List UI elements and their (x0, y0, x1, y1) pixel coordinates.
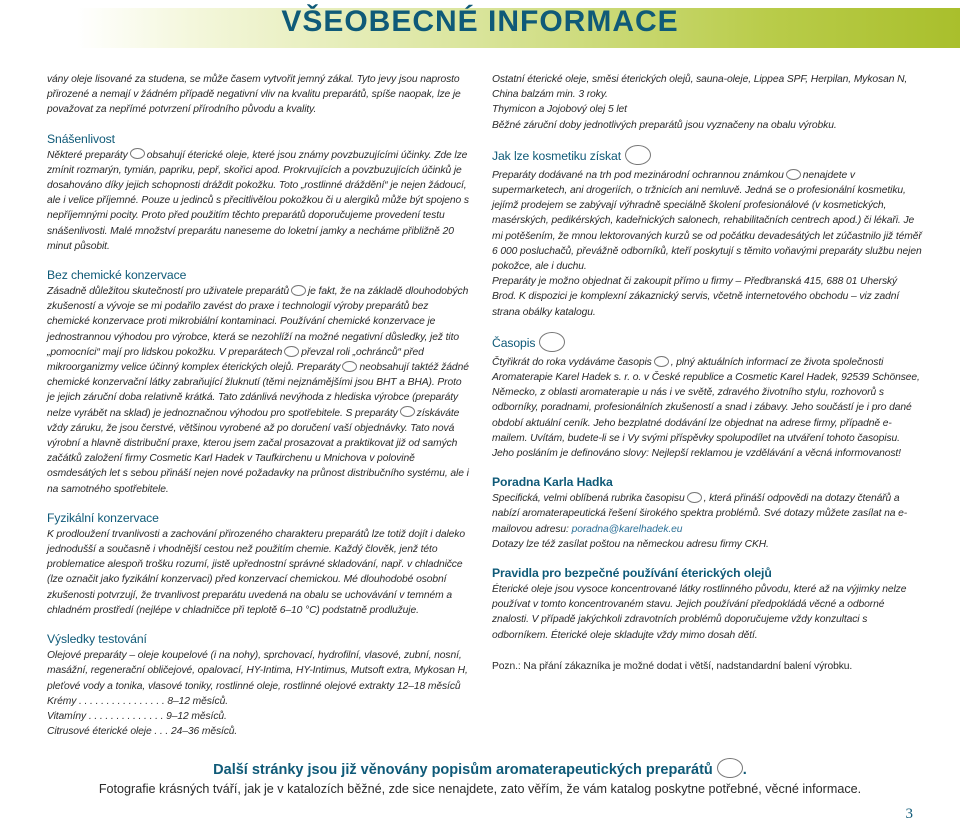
fyzikalni-paragraph: K prodloužení trvanlivosti a zachování přirozeného charakteru preparátů lze totiž dojít i daleko jednodušší a současně i vhodnější cestou než použitím chemie. Každý člověk, jenž této problematice alespoň trošku rozumí, jistě upřednostní správné skladování, např. v chladničce (lze označit jako fyzikální konzervaci) před konzervací chemickou. Mé dlouhodobé osobní zkušenosti potvrzují, že trvanlivost preparátu uvedená na obalu se uchovávání v temném a chladném prostředí (nejlépe v chladničce při teplotě 6–10 °C) podstatně prodlužuje. (47, 528, 465, 616)
kosmetiku-order-paragraph: Preparáty je možno objednat či zakoupit přímo u firmy – Předbranská 415, 688 01 Uherský Brod. K dispozici je komplexní zákaznický servis, včetně internetového obchodu – viz zadní strana obálky katalogu. (492, 276, 900, 318)
brand-logo-icon (625, 145, 651, 165)
shelf-life-row: Vitamíny . . . . . . . . . . . . . . 9–12 měsíců. (47, 710, 227, 722)
brand-logo-icon (687, 492, 702, 503)
shelf-life-note: Běžné záruční doby jednotlivých preparátů jsou vyznačeny na obalu výrobku. (492, 119, 837, 131)
brand-logo-icon (291, 285, 306, 296)
page-number: 3 (905, 806, 913, 822)
footer-headline: Další stránky jsou již věnovány popisům aromaterapeutických preparátů . (0, 760, 960, 780)
brand-logo-icon (130, 148, 145, 159)
kosmetiku-paragraph: Preparáty dodávané na trh pod mezinárodní ochrannou známkou nenajdete v supermarketech, ani drogeriích, o tržnicích ani nemluvě. Jedná se o profesionální kosmetiku, jejímž prodejem se zabývají výhradně speciálně školení profesionálové (v kosmetických, masérských, pedikérských, kadeřnických salonech, rehabilitačních centrech apod.) či lékaři. Je mi potěšením, že mnou lektorovaných kurzů se od počátku devadesátých let zúčastnilo již téměř 6 000 posluchačů, převážně odborníků, kteří poskytují s těmito voňavými preparáty službu nejen pokožce, ale i duchu. (492, 169, 922, 273)
shelf-life-other: Ostatní éterické oleje, směsi éterických olejů, sauna-oleje, Lippea SPF, Herpilan, Mykosan N, China balzám min. 3 roky. (492, 74, 908, 101)
page-header (0, 0, 960, 50)
section-heading-vysledky: Výsledky testování (47, 632, 147, 647)
page-footer (0, 760, 960, 798)
poradna-post-paragraph: Dotazy lze též zasílat poštou na německou adresu firmy CKH. (492, 538, 769, 550)
section-heading-bez-chemicke: Bez chemické konzervace (47, 268, 187, 283)
brand-logo-icon (786, 169, 801, 180)
brand-logo-icon (400, 406, 415, 417)
footer-subline: Fotografie krásných tváří, jak je v katalozích běžné, zde sice nenajdete, zato věřím, že vám katalog poskytne potřebné, věcné informace. (98, 782, 862, 797)
shelf-life-thymicon: Thymicon a Jojobový olej 5 let (492, 104, 627, 116)
section-heading-fyzikalni: Fyzikální konzervace (47, 510, 159, 525)
right-column (492, 72, 922, 674)
poradna-email-link[interactable]: poradna@karelhadek.eu (571, 523, 683, 535)
pravidla-paragraph: Éterické oleje jsou vysoce koncentrované látky rostlinného původu, které až na výjimky nelze používat v tomto koncentrovaném stavu. Jejich používání předpokládá věcné a odborné znalosti. V případě jakýchkoli zdravotních problémů doporučujeme vždy konzultaci s odborníkem. Éterické oleje skladujte vždy mimo dosah dětí. (492, 584, 907, 641)
section-heading-poradna: Poradna Karla Hadka (492, 475, 613, 490)
brand-logo-icon (717, 758, 743, 778)
brand-logo-icon (654, 356, 669, 367)
section-heading-pravidla: Pravidla pro bezpečné používání éterických olejů (492, 566, 772, 581)
section-heading-kosmetiku: Jak lze kosmetiku získat (492, 147, 922, 167)
page-title: VŠEOBECNÉ INFORMACE (281, 5, 679, 38)
left-column (47, 72, 469, 739)
shelf-life-row: Citrusové éterické oleje . . . 24–36 měsíců. (47, 726, 238, 738)
snasenlivost-paragraph: Některé preparáty obsahují éterické oleje, které jsou známy povzbuzujícími účinky. Zde lze zmínit rozmarýn, tymián, papriku, pepř, skořici apod. Prokrvujících a povzbuzujících účinků je dosahováno díky jejich schopnosti dráždit pokožku. Toto „rostlinné dráždění“ je nejen žádoucí, ale i velice příjemné. Pouze u jedinců s přecitlivělou pokožkou či u alergiků může být spojeno s nepříjemnými pocity. Proto před použitím těchto preparátů doporučujeme provedení testu snášenlivosti. Malé množství preparátu naneseme do loketní jamky a necháme přibližně 20 minut působit. (47, 149, 469, 252)
note-paragraph: Pozn.: Na přání zákazníka je možné dodat i větší, nadstandardní balení výrobku. (492, 660, 853, 672)
shelf-life-row: Krémy . . . . . . . . . . . . . . . . 8–12 měsíců. (47, 695, 228, 707)
poradna-paragraph: Specifická, velmi oblíbená rubrika časopisu , která přináší odpovědi na dotazy čtenářů a nabízí aromaterapeutická řešení širokého spektra problémů. Své dotazy můžete zasílat na e-mailovou adresu: poradna@karelhadek.eu (492, 493, 908, 535)
section-heading-snasenlivost: Snášenlivost (47, 131, 115, 146)
intro-paragraph: vány oleje lisované za studena, se může časem vytvořit jemný zákal. Tyto jevy jsou naprosto přirozené a nemají v žádném případě negativní vliv na kvalitu preparátů, spíše naopak, lze je považovat za nepřímé potvrzení přírodního původu a kvality. (47, 74, 461, 116)
section-heading-casopis: Časopis (492, 334, 922, 354)
bez-chemicke-paragraph: Zásadně důležitou skutečností pro uživatele preparátů je fakt, že na základě dlouhodobých zkušeností a vývoje se mi podařilo zavést do praxe i technologií výroby preparátů bez chemické konzervace proti mikrobiální kontaminaci. Používání chemické konzervace je jednostrannou výhodou pro výrobce, která se nezohlíží na možné negativní důsledky, jež tito „pomocníci“ mají pro lidskou pokožku. V preparátech převzal roli „ochránců“ před mikroorganizmy velice účinný komplex éterických olejů. Preparáty neobsahují taktéž žádné chemické konzervační látky zabraňující žluknutí (těmi nejznámějšími jsou BHT a BHA). Proto je jejich záruční doba relativně krátká. Tato zdánlivá nevýhoda z hlediska výrobce (preparáty nelze vyrábět na sklad) je jednoznačnou výhodou pro spotřebitele. S preparáty získáváte vždy záruku, že jsou čerstvé, většinou vyrobené až po doručení vaší objednávky. Tato nová výrobní a hlavně distribuční praxe, kterou jsem začal prosazovat a praktikovat již od samých začátků založení firmy Cosmetic Karl Hadek v Taufkirchenu u Mnichova v polovině osmdesátých let s sebou přináší nejen nové požadavky na průnost distribučního systému, ale i na samotného spotřebitele. (47, 286, 469, 495)
vysledky-paragraph: Olejové preparáty – oleje koupelové (i na nohy), sprchovací, hydrofilní, vlasové, zubní, nosní, masážní, regenerační obličejové, opalovací, HY-Intima, HY-Intimus, Mutsoft extra, Mykosan H, pleťové vody a tonika, vlasové toniky, rostlinné oleje, rostlinné olejové extrakty 12–18 měsíců (47, 650, 468, 692)
casopis-paragraph: Čtyřikrát do roka vydáváme časopis , plný aktuálních informací ze života společnosti Aromaterapie Karel Hadek s. r. o. v České republice a Cosmetic Karel Hadek, 92539 Schönsee, Německo, z oblasti aromaterapie u nás i ve světě, zdravého životního stylu, rozhovorů s odborníky, poradnami, profesionálních zkušeností a snad i zábavy. Jeho součástí je i pro dané období aktuální ceník. Jeho bezplatné dodávání lze objednat na adrese firmy, případně e-mailem. Uvítám, budete-li se i Vy svými příspěvky spolupodílet na utváření tohoto časopisu. Jeho posláním je definováno slovy: Nejlepší reklamou je vzdělávání a věcná informovanost! (492, 356, 920, 460)
brand-logo-icon (539, 332, 565, 352)
brand-logo-icon (284, 346, 299, 357)
brand-logo-icon (342, 361, 357, 372)
